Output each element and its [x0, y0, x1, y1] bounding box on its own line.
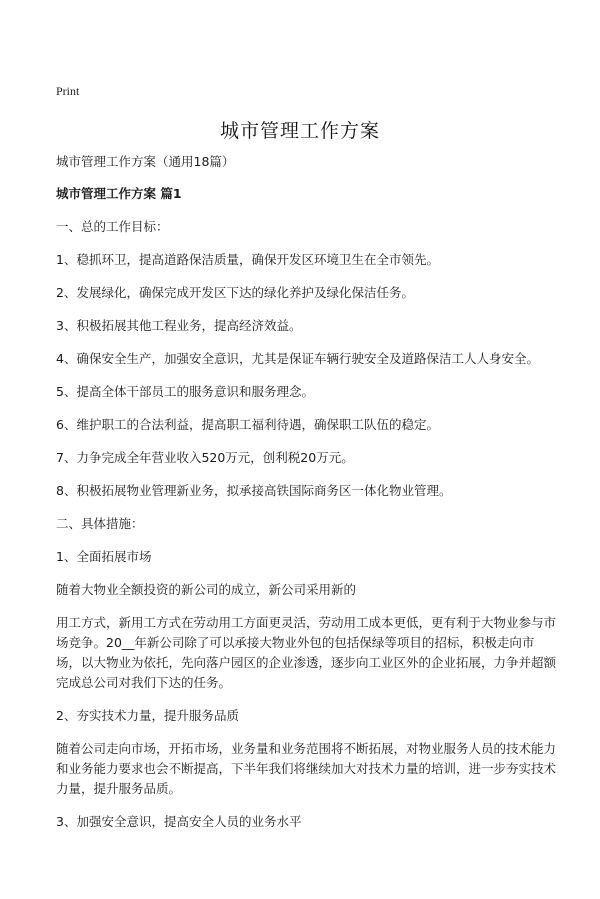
print-label: Print — [56, 84, 80, 98]
goal-item: 8、积极拓展物业管理新业务，拟承接高铁国际商务区一体化物业管理。 — [56, 483, 452, 498]
measure-title: 3、加强安全意识，提高安全人员的业务水平 — [56, 814, 302, 829]
document-body — [56, 152, 556, 845]
document-subtitle: 城市管理工作方案（通用18篇） — [56, 154, 235, 169]
goal-item: 6、维护职工的合法利益，提高职工福利待遇，确保职工队伍的稳定。 — [56, 417, 439, 432]
goals-heading: 一、总的工作目标： — [56, 219, 169, 234]
goal-item: 7、力争完成全年营业收入520万元，创利税20万元。 — [56, 450, 354, 465]
goal-item: 3、积极拓展其他工程业务，提高经济效益。 — [56, 318, 302, 333]
goal-item: 2、发展绿化，确保完成开发区下达的绿化养护及绿化保洁任务。 — [56, 285, 414, 300]
measure-title: 1、全面拓展市场 — [56, 549, 152, 564]
goal-item: 5、提高全体干部员工的服务意识和服务理念。 — [56, 384, 314, 399]
document-title: 城市管理工作方案 — [219, 120, 380, 142]
paragraph: 随着公司走向市场，开拓市场，业务量和业务范围将不断拓展，对物业服务人员的技术能力和业务能力要求也会不断提高，下半年我们将继续加大对技术力量的培训，进一步夯实技术力量，提升服务品质。 — [56, 741, 557, 796]
measure-title: 2、夯实技术力量，提升服务品质 — [56, 708, 239, 723]
goal-item: 1、稳抓环卫，提高道路保洁质量，确保开发区环境卫生在全市领先。 — [56, 252, 439, 267]
paragraph: 随着大物业全额投资的新公司的成立，新公司采用新的 — [56, 582, 357, 597]
measures-heading: 二、具体措施： — [56, 516, 144, 531]
section-heading: 城市管理工作方案 篇1 — [56, 186, 182, 201]
paragraph: 用工方式，新用工方式在劳动用工方面更灵活，劳动用工成本更低，更有利于大物业参与市场竞争。20__年新公司除了可以承接大物业外包的包括保绿等项目的招标，积极走向市场，以大物业为依托，先向落户园区的企业渗透，逐步向工业区外的企业拓展，力争并超额完成总公司对我们下达的任务。 — [56, 615, 557, 690]
goal-item: 4、确保安全生产，加强安全意识，尤其是保证车辆行驶安全及道路保洁工人人身安全。 — [56, 351, 539, 366]
